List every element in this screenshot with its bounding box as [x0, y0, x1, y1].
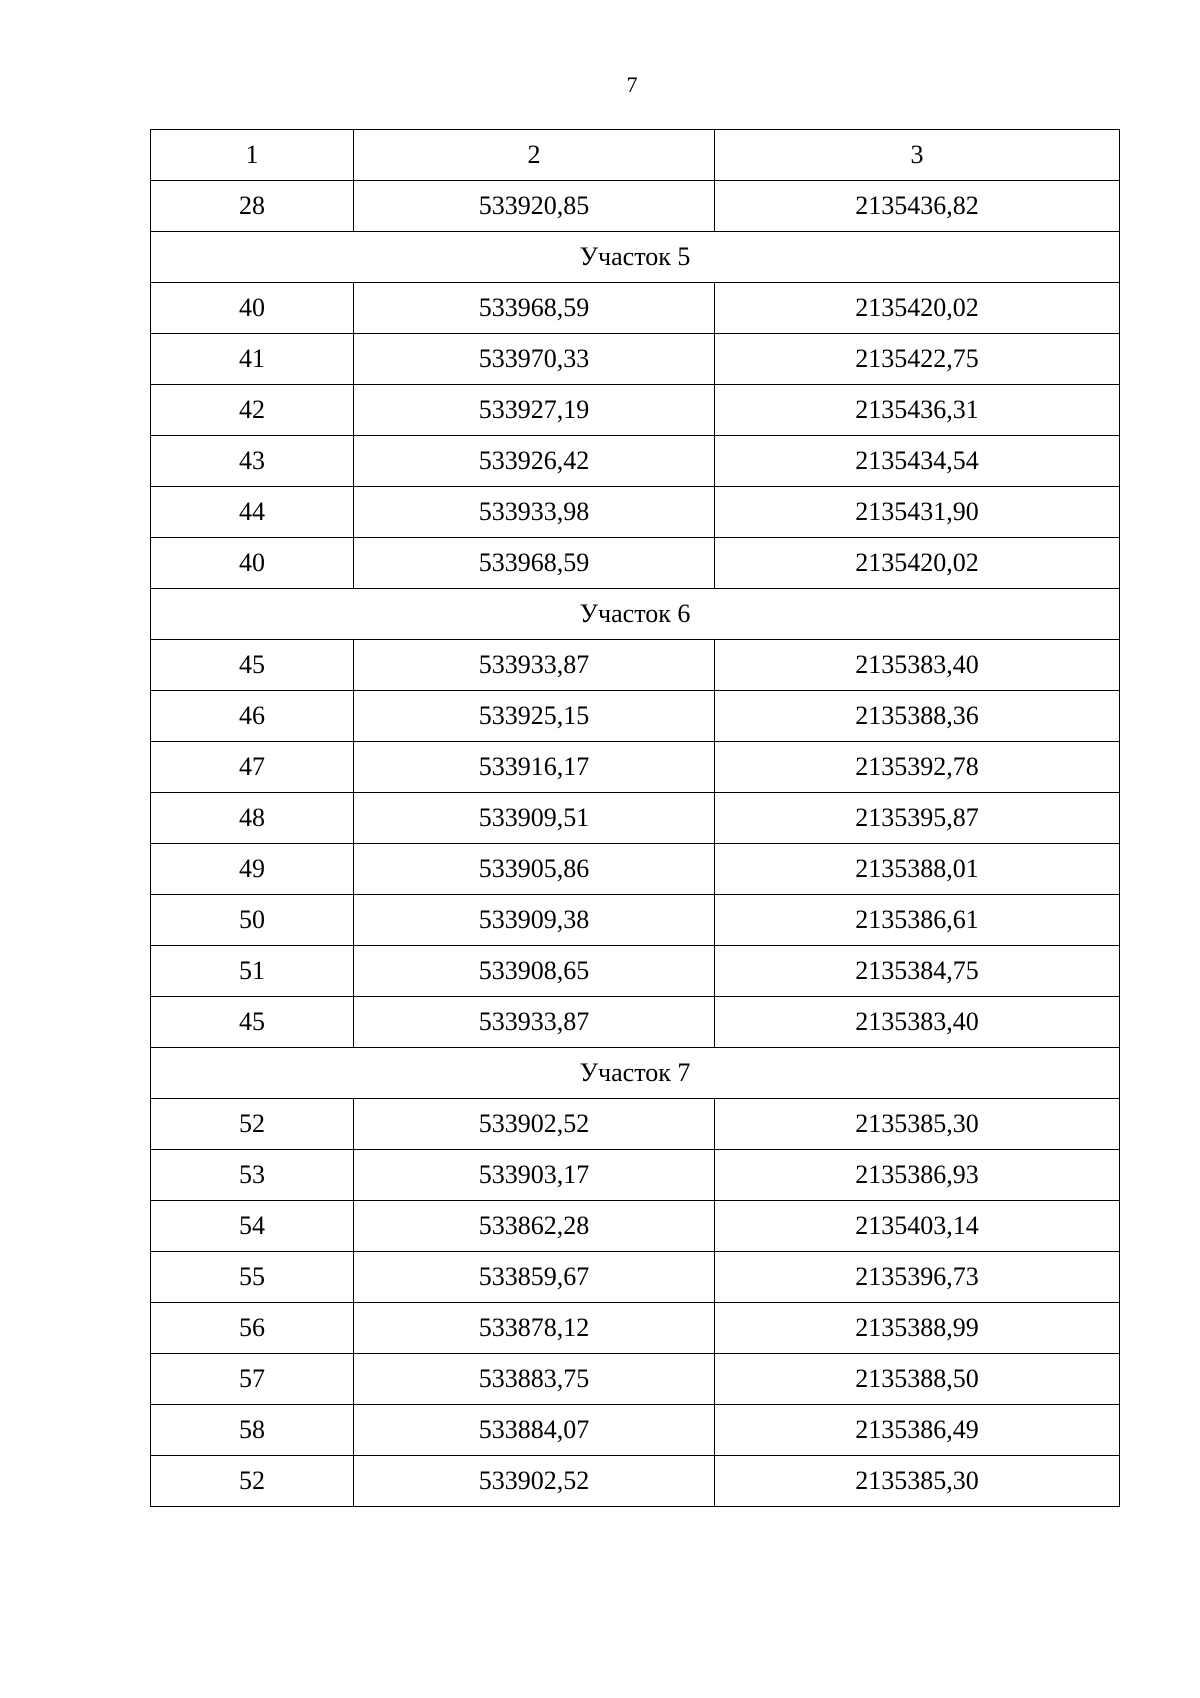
y-coordinate-cell: 2135386,49 — [715, 1405, 1120, 1456]
y-coordinate-cell: 2135436,82 — [715, 181, 1120, 232]
x-coordinate-cell: 533968,59 — [354, 538, 715, 589]
table-row — [151, 895, 1120, 946]
y-coordinate-cell: 2135383,40 — [715, 997, 1120, 1048]
y-coordinate-cell: 2135395,87 — [715, 793, 1120, 844]
point-number-cell: 43 — [151, 436, 354, 487]
table-row — [151, 844, 1120, 895]
table-row — [151, 1099, 1120, 1150]
point-number-cell: 52 — [151, 1099, 354, 1150]
x-coordinate-cell: 533933,87 — [354, 997, 715, 1048]
y-coordinate-cell: 2135436,31 — [715, 385, 1120, 436]
y-coordinate-cell: 2135385,30 — [715, 1456, 1120, 1507]
table-row — [151, 1354, 1120, 1405]
table-row — [151, 640, 1120, 691]
section-row — [151, 1048, 1120, 1099]
x-coordinate-cell: 533908,65 — [354, 946, 715, 997]
table-row — [151, 1150, 1120, 1201]
y-coordinate-cell: 2135386,93 — [715, 1150, 1120, 1201]
point-number-cell: 45 — [151, 640, 354, 691]
y-coordinate-cell: 2135396,73 — [715, 1252, 1120, 1303]
y-coordinate-cell: 2135388,01 — [715, 844, 1120, 895]
y-coordinate-cell: 2135388,50 — [715, 1354, 1120, 1405]
point-number-cell: 58 — [151, 1405, 354, 1456]
point-number-cell: 41 — [151, 334, 354, 385]
table-row — [151, 1201, 1120, 1252]
x-coordinate-cell: 533884,07 — [354, 1405, 715, 1456]
point-number-cell: 53 — [151, 1150, 354, 1201]
column-number-2: 2 — [354, 130, 715, 181]
y-coordinate-cell: 2135420,02 — [715, 538, 1120, 589]
table-row — [151, 1252, 1120, 1303]
table-row — [151, 793, 1120, 844]
y-coordinate-cell: 2135385,30 — [715, 1099, 1120, 1150]
x-coordinate-cell: 533926,42 — [354, 436, 715, 487]
x-coordinate-cell: 533909,38 — [354, 895, 715, 946]
table-row — [151, 283, 1120, 334]
y-coordinate-cell: 2135383,40 — [715, 640, 1120, 691]
table-row — [151, 946, 1120, 997]
table-row — [151, 487, 1120, 538]
point-number-cell: 40 — [151, 538, 354, 589]
x-coordinate-cell: 533925,15 — [354, 691, 715, 742]
table-row — [151, 436, 1120, 487]
point-number-cell: 46 — [151, 691, 354, 742]
coordinates-table-body — [151, 130, 1120, 1507]
point-number-cell: 49 — [151, 844, 354, 895]
x-coordinate-cell: 533883,75 — [354, 1354, 715, 1405]
point-number-cell: 44 — [151, 487, 354, 538]
column-number-1: 1 — [151, 130, 354, 181]
x-coordinate-cell: 533927,19 — [354, 385, 715, 436]
y-coordinate-cell: 2135392,78 — [715, 742, 1120, 793]
column-number-3: 3 — [715, 130, 1120, 181]
y-coordinate-cell: 2135386,61 — [715, 895, 1120, 946]
table-row — [151, 181, 1120, 232]
section-title: Участок 7 — [151, 1048, 1120, 1099]
section-title: Участок 6 — [151, 589, 1120, 640]
x-coordinate-cell: 533902,52 — [354, 1099, 715, 1150]
x-coordinate-cell: 533878,12 — [354, 1303, 715, 1354]
page-number: 7 — [626, 72, 638, 97]
x-coordinate-cell: 533970,33 — [354, 334, 715, 385]
table-row — [151, 334, 1120, 385]
x-coordinate-cell: 533920,85 — [354, 181, 715, 232]
x-coordinate-cell: 533933,98 — [354, 487, 715, 538]
table-row — [151, 691, 1120, 742]
x-coordinate-cell: 533968,59 — [354, 283, 715, 334]
coordinates-table — [150, 129, 1120, 1507]
point-number-cell: 57 — [151, 1354, 354, 1405]
point-number-cell: 47 — [151, 742, 354, 793]
section-row — [151, 589, 1120, 640]
point-number-cell: 48 — [151, 793, 354, 844]
point-number-cell: 55 — [151, 1252, 354, 1303]
y-coordinate-cell: 2135420,02 — [715, 283, 1120, 334]
point-number-cell: 54 — [151, 1201, 354, 1252]
y-coordinate-cell: 2135384,75 — [715, 946, 1120, 997]
point-number-cell: 45 — [151, 997, 354, 1048]
point-number-cell: 28 — [151, 181, 354, 232]
x-coordinate-cell: 533933,87 — [354, 640, 715, 691]
x-coordinate-cell: 533909,51 — [354, 793, 715, 844]
point-number-cell: 51 — [151, 946, 354, 997]
section-title: Участок 5 — [151, 232, 1120, 283]
y-coordinate-cell: 2135403,14 — [715, 1201, 1120, 1252]
table-row — [151, 997, 1120, 1048]
x-coordinate-cell: 533905,86 — [354, 844, 715, 895]
point-number-cell: 52 — [151, 1456, 354, 1507]
x-coordinate-cell: 533902,52 — [354, 1456, 715, 1507]
table-row — [151, 538, 1120, 589]
x-coordinate-cell: 533903,17 — [354, 1150, 715, 1201]
table-row — [151, 1303, 1120, 1354]
y-coordinate-cell: 2135388,36 — [715, 691, 1120, 742]
table-row — [151, 1456, 1120, 1507]
y-coordinate-cell: 2135422,75 — [715, 334, 1120, 385]
table-header-row — [151, 130, 1120, 181]
table-row — [151, 385, 1120, 436]
x-coordinate-cell: 533916,17 — [354, 742, 715, 793]
x-coordinate-cell: 533862,28 — [354, 1201, 715, 1252]
point-number-cell: 56 — [151, 1303, 354, 1354]
table-row — [151, 742, 1120, 793]
section-row — [151, 232, 1120, 283]
y-coordinate-cell: 2135434,54 — [715, 436, 1120, 487]
x-coordinate-cell: 533859,67 — [354, 1252, 715, 1303]
point-number-cell: 40 — [151, 283, 354, 334]
y-coordinate-cell: 2135388,99 — [715, 1303, 1120, 1354]
y-coordinate-cell: 2135431,90 — [715, 487, 1120, 538]
point-number-cell: 50 — [151, 895, 354, 946]
table-row — [151, 1405, 1120, 1456]
point-number-cell: 42 — [151, 385, 354, 436]
